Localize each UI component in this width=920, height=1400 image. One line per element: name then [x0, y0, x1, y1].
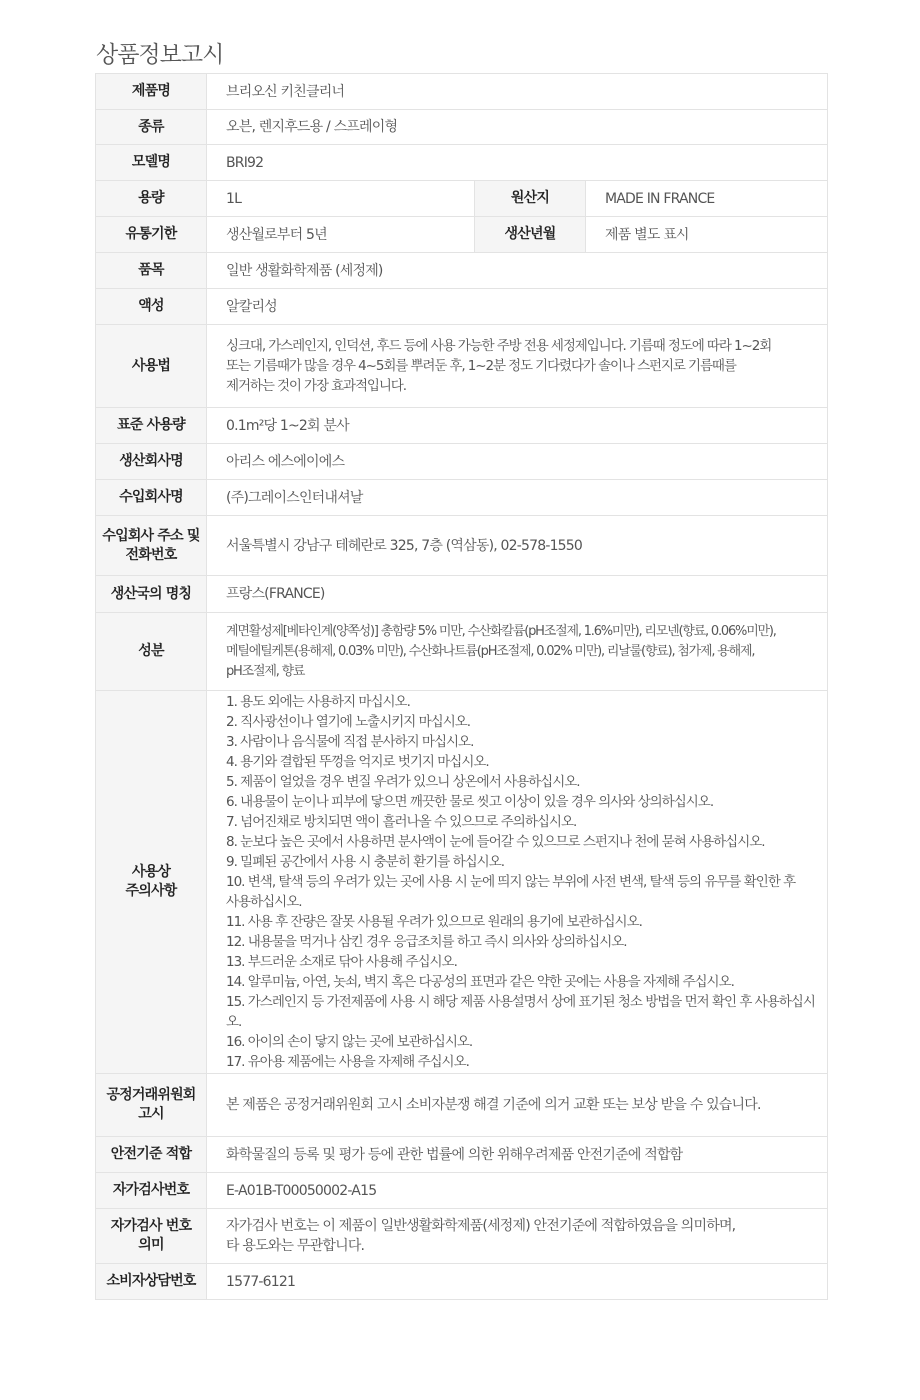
label-ftc-notice: 공정거래위원회 고시 [96, 1074, 207, 1137]
row-capacity-origin [96, 181, 828, 217]
label-consumer-phone: 소비자상담번호 [96, 1264, 207, 1300]
precaution-item: 5. 제품이 얼었을 경우 변질 우려가 있으니 상온에서 사용하십시오. [226, 774, 580, 790]
value-precautions [207, 691, 828, 1074]
row-country [96, 576, 828, 613]
precaution-item: 13. 부드러운 소재로 닦아 사용해 주십시오. [226, 954, 457, 970]
label-usage: 사용법 [96, 325, 207, 408]
value-importer-address: 서울특별시 강남구 테헤란로 325, 7층 (역삼동), 02-578-1550 [207, 516, 828, 576]
value-category: 일반 생활화학제품 (세정제) [207, 253, 828, 289]
precautions-list [226, 692, 819, 1072]
label-liquidity: 액성 [96, 289, 207, 325]
label-product-name: 제품명 [96, 74, 207, 110]
value-origin: MADE IN FRANCE [586, 181, 828, 217]
row-model [96, 145, 828, 181]
row-category [96, 253, 828, 289]
label-type: 종류 [96, 110, 207, 145]
value-model: BRI92 [207, 145, 828, 181]
label-manufacturer: 생산회사명 [96, 444, 207, 480]
value-consumer-phone: 1577-6121 [207, 1264, 828, 1300]
label-expiry: 유통기한 [96, 217, 207, 253]
value-liquidity: 알칼리성 [207, 289, 828, 325]
precaution-item: 4. 용기와 결합된 뚜껑을 억지로 벗기지 마십시오. [226, 754, 489, 770]
label-standard-usage: 표준 사용량 [96, 408, 207, 444]
value-production-date: 제품 별도 표시 [586, 217, 828, 253]
label-self-test-no: 자가검사번호 [96, 1173, 207, 1209]
page-title: 상품정보고시 [96, 42, 224, 68]
row-ingredients [96, 613, 828, 691]
row-precautions [96, 691, 828, 1074]
label-model: 모델명 [96, 145, 207, 181]
row-importer [96, 480, 828, 516]
value-ingredients: 계면활성제[베타인계(양쪽성)] 총함량 5% 미만, 수산화칼륨(pH조절제, 1.6%미만), 리모넨(향료, 0.06%미만), 메틸에틸케톤(용해제, 0.03% 미만), 수산화나트륨(pH조절제, 0.02% 미만), 리날룰(향료), 첨가제, 용해제, pH조절제, 향료 [207, 613, 828, 691]
precaution-item: 14. 알루미늄, 아연, 놋쇠, 벽지 혹은 다공성의 표면과 같은 약한 곳에는 사용을 자제해 주십시오. [226, 974, 734, 990]
value-type: 오븐, 렌지후드용 / 스프레이형 [207, 110, 828, 145]
value-manufacturer: 아리스 에스에이에스 [207, 444, 828, 480]
precaution-item: 1. 용도 외에는 사용하지 마십시오. [226, 694, 410, 710]
label-category: 품목 [96, 253, 207, 289]
precaution-item: 9. 밀폐된 공간에서 사용 시 충분히 환기를 하십시오. [226, 854, 505, 870]
row-liquidity [96, 289, 828, 325]
label-self-test-meaning: 자가검사 번호 의미 [96, 1209, 207, 1264]
label-importer-address: 수입회사 주소 및 전화번호 [96, 516, 207, 576]
value-self-test-no: E-A01B-T00050002-A15 [207, 1173, 828, 1209]
label-capacity: 용량 [96, 181, 207, 217]
row-product-name [96, 74, 828, 110]
row-type [96, 110, 828, 145]
label-safety-standard: 안전기준 적합 [96, 1137, 207, 1173]
value-expiry: 생산월로부터 5년 [207, 217, 475, 253]
row-usage [96, 325, 828, 408]
value-usage: 싱크대, 가스레인지, 인덕션, 후드 등에 사용 가능한 주방 전용 세정제입니다. 기름때 정도에 따라 1~2회 또는 기름때가 많을 경우 4~5회를 뿌려둔 후, 1~2분 정도 기다렸다가 솔이나 스펀지로 기름때를 제거하는 것이 가장 효과적입니다. [207, 325, 828, 408]
row-self-test-no [96, 1173, 828, 1209]
precaution-item: 15. 가스레인지 등 가전제품에 사용 시 해당 제품 사용설명서 상에 표기된 청소 방법을 먼저 확인 후 사용하십시오. [226, 994, 815, 1030]
label-precautions: 사용상 주의사항 [96, 691, 207, 1074]
row-safety-standard [96, 1137, 828, 1173]
value-capacity: 1L [207, 181, 475, 217]
value-self-test-meaning: 자가검사 번호는 이 제품이 일반생활화학제품(세정제) 안전기준에 적합하였음을 의미하며, 타 용도와는 무관합니다. [207, 1209, 828, 1264]
row-manufacturer [96, 444, 828, 480]
value-product-name: 브리오신 키친클리너 [207, 74, 828, 110]
precaution-item: 12. 내용물을 먹거나 삼킨 경우 응급조치를 하고 즉시 의사와 상의하십시오. [226, 934, 627, 950]
value-importer: (주)그레이스인터내셔날 [207, 480, 828, 516]
label-importer: 수입회사명 [96, 480, 207, 516]
precaution-item: 3. 사람이나 음식물에 직접 분사하지 마십시오. [226, 734, 474, 750]
row-expiry-production [96, 217, 828, 253]
value-safety-standard: 화학물질의 등록 및 평가 등에 관한 법률에 의한 위해우려제품 안전기준에 적합함 [207, 1137, 828, 1173]
row-consumer-phone [96, 1264, 828, 1300]
label-production-date: 생산년월 [475, 217, 586, 253]
label-country: 생산국의 명칭 [96, 576, 207, 613]
precaution-item: 8. 눈보다 높은 곳에서 사용하면 분사액이 눈에 들어갈 수 있으므로 스펀지나 천에 묻혀 사용하십시오. [226, 834, 765, 850]
value-standard-usage: 0.1m²당 1~2회 분사 [207, 408, 828, 444]
row-importer-address [96, 516, 828, 576]
value-country: 프랑스(FRANCE) [207, 576, 828, 613]
precaution-item: 6. 내용물이 눈이나 피부에 닿으면 깨끗한 물로 씻고 이상이 있을 경우 의사와 상의하십시오. [226, 794, 714, 810]
label-ingredients: 성분 [96, 613, 207, 691]
precaution-item: 17. 유아용 제품에는 사용을 자제해 주십시오. [226, 1054, 469, 1070]
product-info-table [95, 73, 828, 1300]
precaution-item: 2. 직사광선이나 열기에 노출시키지 마십시오. [226, 714, 471, 730]
row-ftc-notice [96, 1074, 828, 1137]
precaution-item: 11. 사용 후 잔량은 잘못 사용될 우려가 있으므로 원래의 용기에 보관하십시오. [226, 914, 642, 930]
value-ftc-notice: 본 제품은 공정거래위원회 고시 소비자분쟁 해결 기준에 의거 교환 또는 보상 받을 수 있습니다. [207, 1074, 828, 1137]
precaution-item: 10. 변색, 탈색 등의 우려가 있는 곳에 사용 시 눈에 띄지 않는 부위에 사전 변색, 탈색 등의 유무를 확인한 후 사용하십시오. [226, 874, 796, 910]
precaution-item: 7. 넘어진채로 방치되면 액이 흘러나올 수 있으므로 주의하십시오. [226, 814, 577, 830]
label-origin: 원산지 [475, 181, 586, 217]
precaution-item: 16. 아이의 손이 닿지 않는 곳에 보관하십시오. [226, 1034, 473, 1050]
row-self-test-meaning [96, 1209, 828, 1264]
row-standard-usage [96, 408, 828, 444]
